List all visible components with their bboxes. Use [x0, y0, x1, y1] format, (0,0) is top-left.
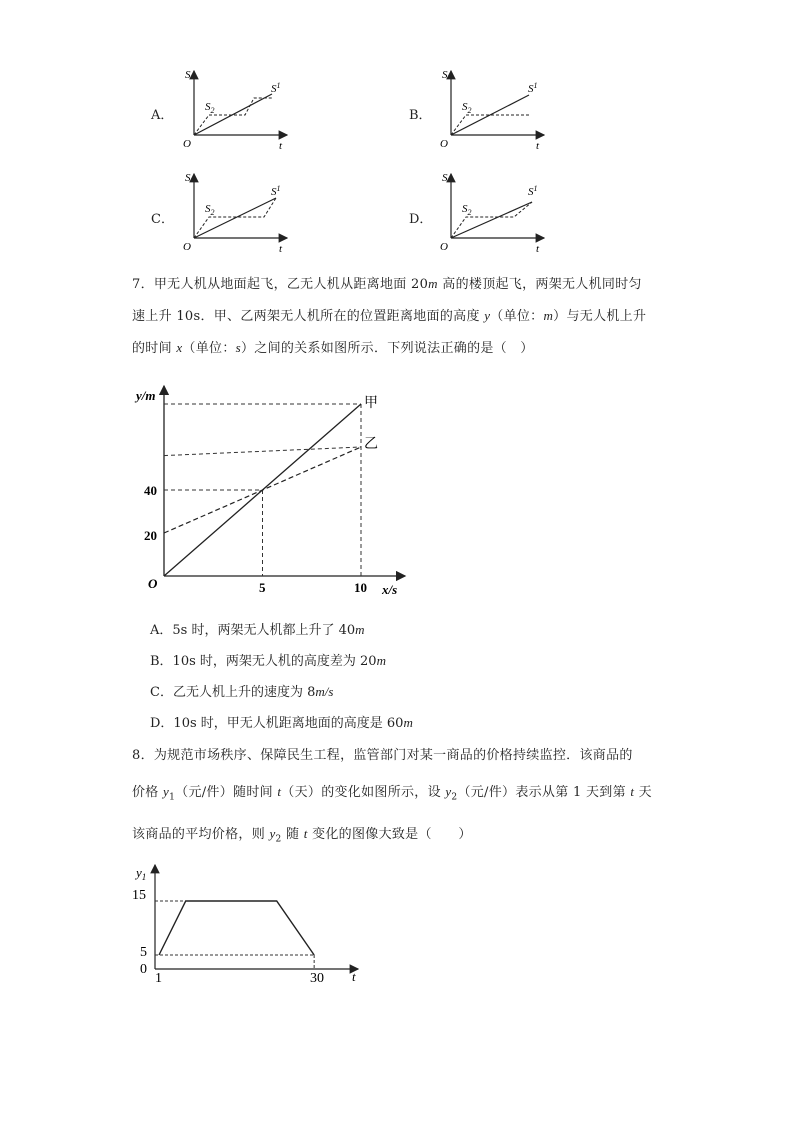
t-axis-label: t: [536, 243, 540, 255]
s1-sub: 1: [276, 184, 281, 193]
svg-text:S2: [462, 203, 472, 217]
option-d-label[interactable]: D．: [409, 212, 433, 227]
s-axis-label: S: [185, 172, 191, 184]
label-yi: 乙: [364, 437, 378, 452]
svg-text:S1: [271, 81, 281, 95]
y-axis-label: y/m: [136, 388, 156, 403]
s-axis-label: S: [442, 69, 448, 81]
option-d-graph[interactable]: [432, 168, 552, 258]
s1-sub: 1: [533, 184, 538, 193]
s1-sub: 1: [533, 81, 538, 90]
y-tick-5: 5: [140, 945, 147, 960]
s2-label: S: [205, 101, 211, 113]
origin-label: O: [148, 576, 158, 591]
s2-sub: 2: [467, 208, 472, 217]
t-axis-label: t: [279, 243, 283, 255]
s2-sub: 2: [210, 208, 215, 217]
s2-sub: 2: [210, 106, 215, 115]
x-axis-label: x/s: [382, 582, 398, 597]
option-a-label[interactable]: A．: [151, 108, 174, 123]
q7-line-3: 的时间 x（单位：s）之间的关系如图所示．下列说法正确的是（ ）: [132, 340, 534, 356]
s2-label: S: [462, 101, 468, 113]
s2-sub: 2: [467, 106, 472, 115]
origin-label: O: [183, 241, 191, 253]
t-axis-label: t: [279, 140, 283, 152]
origin-label: O: [440, 138, 448, 150]
option-b-label[interactable]: B．: [409, 108, 432, 123]
q7-choice-c[interactable]: C．乙无人机上升的速度为 8m/s: [150, 684, 334, 700]
q8-line-2: 价格 $y_1$（元/件）随时间 t（天）的变化如图所示，设 $y_2$（元/件）表示从第 1 天到第 t 天: [132, 784, 652, 803]
s1-sub: 1: [276, 81, 281, 90]
s-axis-label: S: [442, 172, 448, 184]
s2-line: [451, 115, 530, 135]
option-c-label[interactable]: C．: [151, 212, 174, 227]
x-tick-10: 10: [354, 580, 367, 595]
origin-label: O: [183, 138, 191, 150]
series-line-y1: [159, 901, 314, 955]
svg-text:S1: [271, 184, 281, 198]
x-tick-1: 1: [155, 971, 162, 986]
svg-text:S1: [528, 184, 538, 198]
y-axis-sub: 1: [141, 872, 147, 882]
option-b-graph[interactable]: [432, 65, 552, 155]
svg-text:S1: [528, 81, 538, 95]
q7-choice-b[interactable]: B．10s 时，两架无人机的高度差为 20m: [150, 653, 386, 669]
y-tick-40: 40: [144, 483, 157, 498]
svg-text:S2: [205, 203, 215, 217]
q7-line-1: 7．甲无人机从地面起飞，乙无人机从距离地面 20m 高的楼顶起飞，两架无人机同时匀: [132, 276, 642, 292]
option-c-graph[interactable]: [175, 168, 295, 258]
y-axis-label: y: [136, 865, 142, 880]
y-tick-20: 20: [144, 528, 157, 543]
guide-yi-top: [164, 447, 361, 456]
question-7-text: [132, 268, 692, 364]
q8-line-1: 8．为规范市场秩序、保障民生工程，监管部门对某一商品的价格持续监控．该商品的: [132, 748, 633, 763]
svg-text:S2: [462, 101, 472, 115]
t-axis-label: t: [536, 140, 540, 152]
x-tick-30: 30: [310, 971, 324, 986]
svg-text:S2: [205, 101, 215, 115]
question-8-text: [132, 738, 692, 857]
q7-line-chart: [130, 378, 420, 608]
origin-label: 0: [140, 962, 147, 977]
q8-price-chart: [130, 857, 370, 992]
option-a-graph[interactable]: [175, 65, 295, 155]
q8-line-3: 该商品的平均价格，则 $y_2$ 随 t 变化的图像大致是（ ）: [132, 825, 472, 845]
s2-label: S: [205, 203, 211, 215]
x-tick-5: 5: [259, 580, 266, 595]
s-axis-label: S: [185, 69, 191, 81]
q7-choice-a[interactable]: A．5s 时，两架无人机都上升了 40m: [150, 622, 365, 638]
s1-label: S: [528, 83, 534, 95]
s1-label: S: [271, 83, 277, 95]
s1-label: S: [271, 186, 277, 198]
s2-label: S: [462, 203, 468, 215]
origin-label: O: [440, 241, 448, 253]
svg-text:y1: [134, 865, 146, 882]
y-tick-15: 15: [132, 888, 146, 903]
label-jia: 甲: [364, 396, 378, 411]
q7-choice-d[interactable]: D．10s 时，甲无人机距离地面的高度是 60m: [150, 715, 413, 731]
x-axis-label: t: [352, 969, 356, 984]
s1-label: S: [528, 186, 534, 198]
q7-line-2: 速上升 10s．甲、乙两架无人机所在的位置距离地面的高度 y（单位：m）与无人机上升: [132, 308, 647, 324]
